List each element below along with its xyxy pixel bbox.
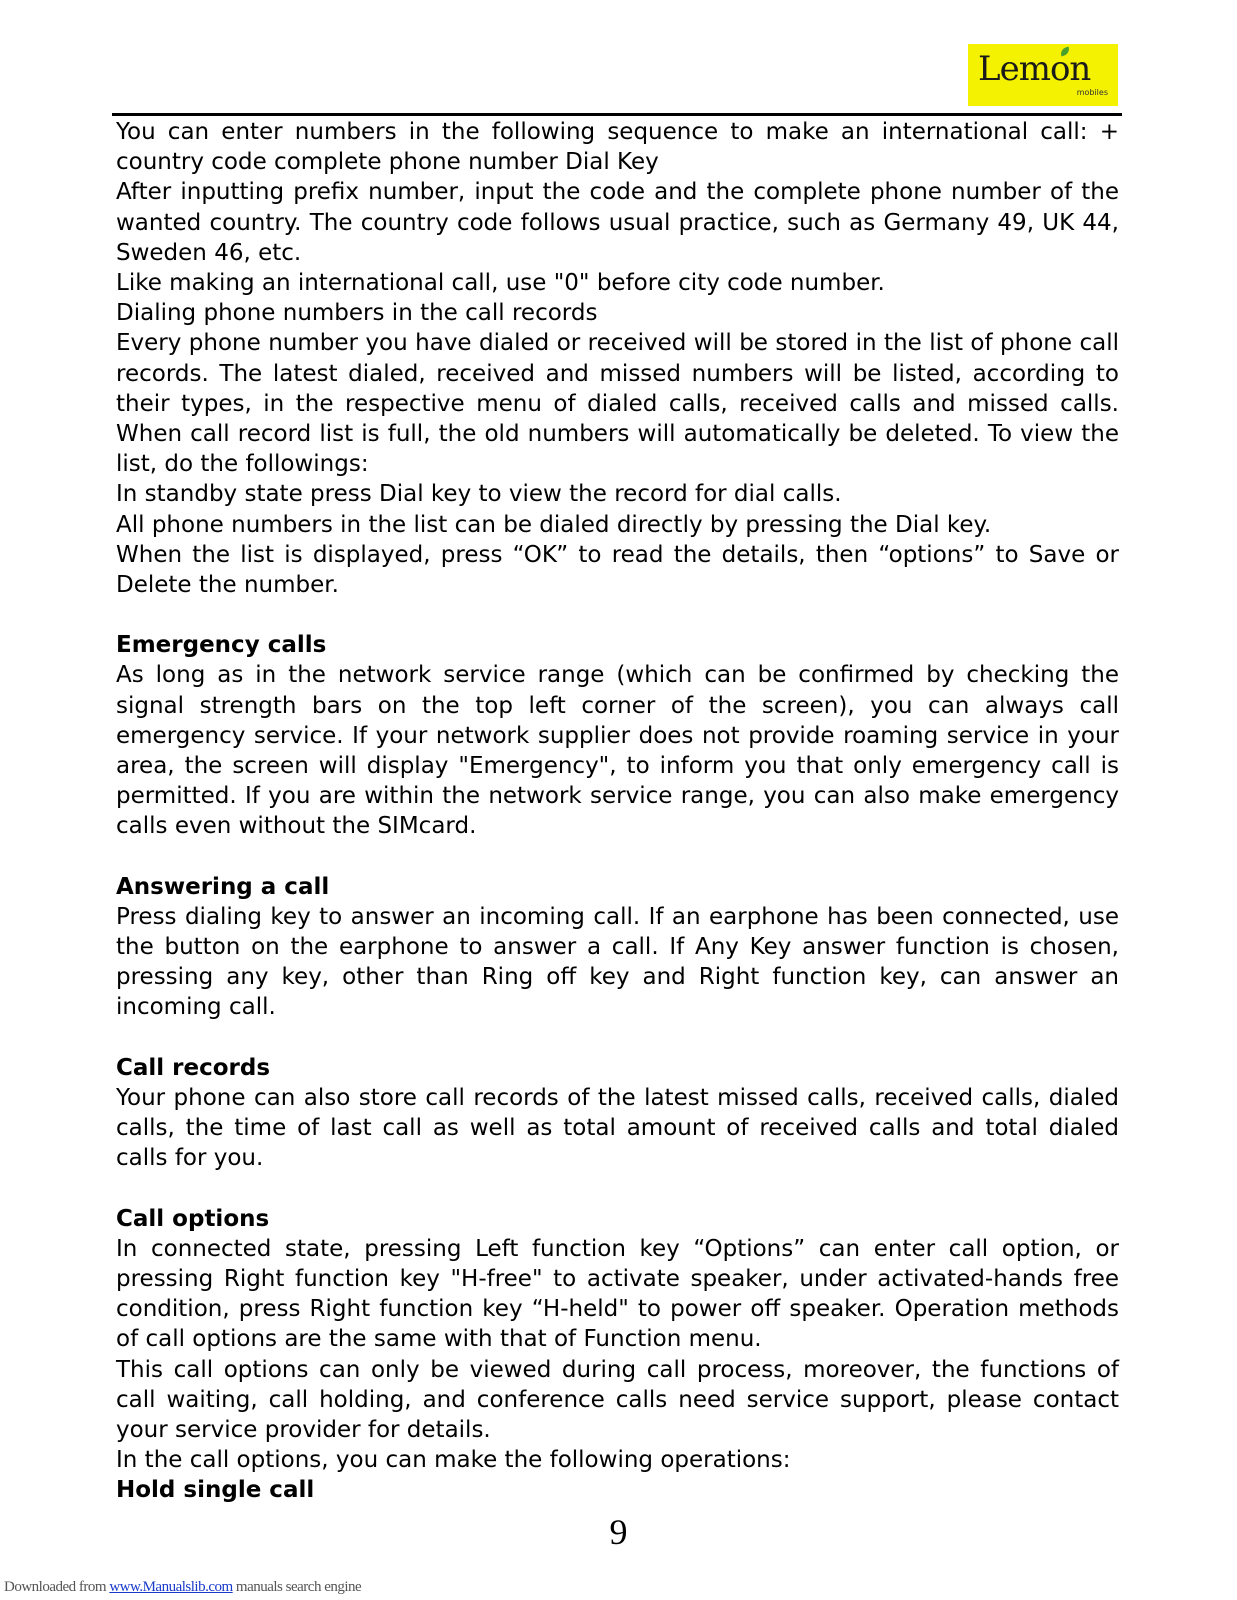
paragraph-emergency: As long as in the network service range (which can be confirmed by checking the signal strength bars on the top left corner of the screen), you can always call emergency service. If your network supplier does not provide roaming service in your area, the screen will display "Emergency", to inform you that only emergency call is permitted. If you are within the network service range, you can also make emergency calls even without the SIMcard.	[116, 662, 1119, 840]
page-number: 9	[609, 1512, 628, 1552]
header-rule	[112, 113, 1122, 116]
paragraph-call-options-2: This call options can only be viewed during call process, moreover, the functions of call waiting, call holding, and conference calls need service support, please contact your service provider for details.	[116, 1356, 1119, 1443]
paragraph-city-code: Like making an international call, use "0" before city code number.	[116, 270, 885, 297]
page-content	[116, 117, 1119, 1506]
paragraph-country-code: After inputting prefix number, input the code and the complete phone number of the wanted country. The country code follows usual practice, such as Germany 49, UK 44, Sweden 46, etc.	[116, 179, 1119, 266]
download-footer	[4, 1578, 361, 1596]
heading-emergency-calls: Emergency calls	[116, 632, 327, 659]
heading-hold-single-call: Hold single call	[116, 1477, 315, 1504]
paragraph-standby-dial: In standby state press Dial key to view the record for dial calls.	[116, 481, 842, 508]
paragraph-call-records: Your phone can also store call records of the latest missed calls, received calls, dialed calls, the time of last call as well as total amount of received calls and total dialed calls for you.	[116, 1084, 1119, 1172]
paragraph-call-options-3: In the call options, you can make the following operations:	[116, 1447, 791, 1474]
paragraph-international-sequence: You can enter numbers in the following sequence to make an international call: + country code complete phone number Dial Key	[116, 119, 1119, 176]
heading-answering-call: Answering a call	[116, 873, 330, 900]
manualslib-link[interactable]: www.Manualslib.com	[109, 1579, 233, 1595]
paragraph-answering: Press dialing key to answer an incoming call. If an earphone has been connected, use the button on the earphone to answer a call. If Any Key answer function is chosen, pressing any key, other than Ring off key and Right function key, can answer an incoming call.	[116, 903, 1119, 1021]
heading-call-records: Call records	[116, 1054, 271, 1081]
paragraph-dialing-records-title: Dialing phone numbers in the call records	[116, 300, 598, 327]
footer-prefix: Downloaded from	[4, 1579, 110, 1595]
paragraph-call-options-1: In connected state, pressing Left function key “Options” can enter call option, or pressing Right function key "H-free" to activate speaker, under activated-hands free condition, press Right function key “H-held" to power off speaker. Operation methods of call options are the same with that of Function menu.	[116, 1235, 1119, 1353]
section-gap	[116, 1174, 1119, 1204]
section-gap	[116, 1023, 1119, 1053]
footer-suffix: manuals search engine	[232, 1579, 362, 1595]
heading-call-options: Call options	[116, 1205, 270, 1232]
paragraph-call-records-list: Every phone number you have dialed or received will be stored in the list of phone call records. The latest dialed, received and missed numbers will be listed, according to their types, in the respective menu of dialed calls, received calls and missed calls. When call record list is full, the old numbers will automatically be deleted. To view the list, do the followings:	[116, 330, 1119, 478]
section-gap	[116, 842, 1119, 872]
paragraph-list-options: When the list is displayed, press “OK” to read the details, then “options” to Save or Delete the number.	[116, 541, 1119, 599]
paragraph-dial-directly: All phone numbers in the list can be dialed directly by pressing the Dial key.	[116, 511, 992, 538]
logo-subtitle: mobiles	[1076, 88, 1108, 97]
section-gap	[116, 600, 1119, 630]
lemon-mobiles-logo	[968, 44, 1118, 106]
logo-word: Lemon	[978, 49, 1091, 89]
